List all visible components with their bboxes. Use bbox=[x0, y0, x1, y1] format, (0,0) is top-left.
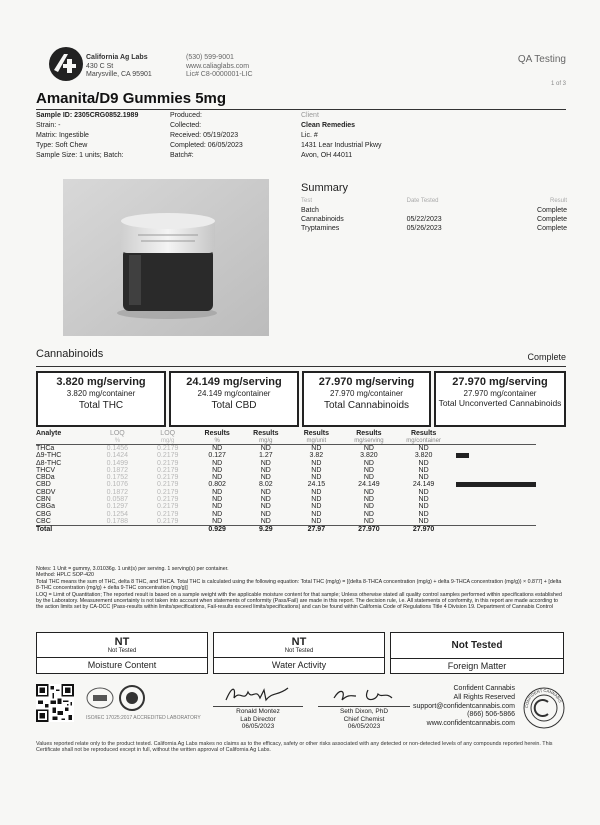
total-thc-label: Total THC bbox=[78, 400, 124, 411]
lab-name: California Ag Labs bbox=[86, 54, 148, 61]
total-unit: 27.97 bbox=[290, 526, 342, 534]
loq-mgg: 0.2179 bbox=[156, 488, 179, 496]
date-collected: Collected: bbox=[170, 122, 202, 129]
loq-pct: 0.1297 bbox=[106, 503, 129, 511]
summary-date: 05/26/2023 bbox=[406, 225, 442, 232]
result-unit: ND bbox=[311, 503, 322, 511]
signature-lab-director bbox=[213, 684, 303, 731]
cannabinoid-rows bbox=[36, 445, 536, 526]
notes-section bbox=[36, 566, 566, 611]
total-cbd-box bbox=[169, 371, 299, 427]
result-pct: ND bbox=[212, 496, 223, 504]
result-container: ND bbox=[418, 496, 429, 504]
lab-director-date: 06/05/2023 bbox=[241, 723, 275, 730]
summary-result: Complete bbox=[537, 207, 567, 214]
loq-mgg: 0.2179 bbox=[156, 503, 179, 511]
result-unit: ND bbox=[311, 517, 322, 525]
unit-loq-mgg: mg/g bbox=[143, 438, 193, 445]
date-completed: Completed: 06/05/2023 bbox=[170, 142, 243, 149]
result-bar-cell bbox=[452, 518, 536, 526]
result-container: ND bbox=[418, 503, 429, 511]
loq-mgg: 0.2179 bbox=[156, 474, 179, 482]
loq-mgg: 0.2179 bbox=[156, 510, 179, 518]
cannabinoids-title: Cannabinoids bbox=[36, 348, 104, 360]
total-thc-container: 3.820 mg/container bbox=[66, 389, 136, 398]
lab-phone: (530) 599-9001 bbox=[186, 54, 234, 61]
result-serving: ND bbox=[363, 488, 374, 496]
result-unit: ND bbox=[311, 466, 322, 474]
analyte-name: THCa bbox=[36, 445, 55, 452]
result-pct: ND bbox=[212, 517, 223, 525]
summary-table bbox=[301, 198, 567, 233]
moisture-label: Moisture Content bbox=[37, 657, 207, 670]
loq-pct: 0.1499 bbox=[106, 459, 129, 467]
summary-result: Complete bbox=[537, 225, 567, 232]
result-unit: ND bbox=[311, 474, 322, 482]
total-unconverted-serving: 27.970 mg/serving bbox=[452, 376, 548, 388]
analyte-row bbox=[36, 511, 536, 518]
result-mgg: ND bbox=[260, 510, 271, 518]
result-bar-cell bbox=[452, 503, 536, 510]
analyte-name: Δ9-THC bbox=[36, 452, 62, 460]
svg-text:CONFIDENT CANNABIS bbox=[524, 688, 563, 708]
analyte-name: THCV bbox=[36, 466, 56, 474]
summary-header-date: Date Tested bbox=[406, 198, 439, 204]
loq-mgg: 0.2179 bbox=[156, 466, 179, 474]
analyte-name: Δ8-THC bbox=[36, 459, 62, 467]
result-container: ND bbox=[418, 459, 429, 467]
col-results-container: Results bbox=[410, 430, 437, 437]
client-address-line2: Avon, OH 44011 bbox=[301, 152, 353, 159]
total-thc-box bbox=[36, 371, 166, 427]
chief-chemist-date: 06/05/2023 bbox=[347, 723, 381, 730]
result-unit: ND bbox=[311, 459, 322, 467]
result-pct: ND bbox=[212, 445, 223, 452]
analyte-row bbox=[36, 489, 536, 496]
chief-chemist-name: Seth Dixon, PhD bbox=[318, 706, 410, 716]
result-pct: 0.802 bbox=[208, 481, 226, 489]
result-container: ND bbox=[418, 445, 429, 452]
water-activity-sub: Not Tested bbox=[284, 648, 314, 654]
result-unit: 24.15 bbox=[307, 481, 326, 489]
analyte-row bbox=[36, 467, 536, 474]
chief-chemist-role: Chief Chemist bbox=[343, 715, 385, 723]
total-unconverted-label: Total Unconverted Cannabinoids bbox=[438, 398, 562, 408]
note-units: Notes: 1 Unit = gummy, 3.01036g. 1 unit(s) per serving. 1 serving(s) per container. bbox=[36, 566, 229, 572]
result-pct: ND bbox=[212, 474, 223, 482]
result-serving: ND bbox=[363, 510, 374, 518]
unit-results-unit: mg/unit bbox=[290, 438, 342, 445]
date-received: Received: 05/19/2023 bbox=[170, 132, 239, 139]
result-bar-cell bbox=[452, 467, 536, 474]
loq-mgg: 0.2179 bbox=[156, 452, 179, 460]
summary-header-result: Result bbox=[549, 198, 567, 204]
result-pct: ND bbox=[212, 510, 223, 518]
result-pct: ND bbox=[212, 488, 223, 496]
result-container: ND bbox=[418, 510, 429, 518]
result-container: 24.149 bbox=[412, 481, 435, 489]
qr-code[interactable] bbox=[36, 684, 74, 722]
col-results-mgg: Results bbox=[253, 430, 279, 437]
result-serving: ND bbox=[363, 517, 374, 525]
loq-pct: 0.0587 bbox=[106, 496, 129, 504]
client-label: Client bbox=[301, 112, 319, 119]
confident-cannabis-seal bbox=[522, 686, 566, 730]
analyte-row bbox=[36, 496, 536, 503]
loq-mgg: 0.2179 bbox=[156, 445, 179, 452]
total-cannabinoids-box bbox=[302, 371, 431, 427]
loq-mgg: 0.2179 bbox=[156, 459, 179, 467]
analyte-row bbox=[36, 481, 536, 488]
summary-test: Batch bbox=[301, 207, 319, 214]
foreign-matter-label: Foreign Matter bbox=[391, 658, 563, 671]
loq-pct: 0.1872 bbox=[106, 466, 129, 474]
result-pct: ND bbox=[212, 466, 223, 474]
result-mgg: 1.27 bbox=[259, 452, 273, 460]
unit-results-mgg: mg/g bbox=[242, 438, 291, 445]
result-serving: 3.820 bbox=[360, 452, 378, 460]
total-cannabinoids-label: Total Cannabinoids bbox=[323, 400, 410, 411]
result-mgg: ND bbox=[260, 459, 271, 467]
cannabinoid-table bbox=[36, 430, 536, 534]
lab-director-role: Lab Director bbox=[240, 715, 276, 723]
summary-title: Summary bbox=[301, 182, 349, 194]
unit-results-serving: mg/serving bbox=[343, 438, 396, 445]
lab-address-line1: 430 C St bbox=[86, 62, 114, 70]
moisture-status: NT bbox=[114, 636, 130, 648]
product-title: Amanita/D9 Gummies 5mg bbox=[36, 90, 227, 107]
col-results-pct: Results bbox=[204, 430, 230, 437]
analyte-row bbox=[36, 460, 536, 467]
unit-loq-pct: % bbox=[92, 438, 142, 445]
result-bar-cell bbox=[452, 496, 536, 503]
cc-rights: All Rights Reserved bbox=[453, 693, 515, 701]
result-serving: ND bbox=[363, 474, 374, 482]
loq-mgg: 0.2179 bbox=[156, 517, 179, 525]
water-activity-box bbox=[213, 632, 385, 674]
water-activity-status: NT bbox=[291, 636, 307, 648]
summary-result: Complete bbox=[537, 216, 567, 223]
water-activity-label: Water Activity bbox=[214, 657, 384, 670]
total-pct: 0.929 bbox=[193, 526, 242, 534]
result-container: ND bbox=[418, 517, 429, 525]
total-cannabinoids-serving: 27.970 mg/serving bbox=[318, 376, 415, 388]
total-thc-serving: 3.820 mg/serving bbox=[56, 376, 146, 388]
result-serving: ND bbox=[363, 459, 374, 467]
summary-date: 05/22/2023 bbox=[406, 216, 442, 223]
loq-pct: 0.1872 bbox=[106, 488, 129, 496]
confident-cannabis-info bbox=[413, 685, 515, 729]
analyte-name: CBG bbox=[36, 510, 52, 518]
result-container: 3.820 bbox=[414, 452, 433, 460]
total-cbd-serving: 24.149 mg/serving bbox=[186, 376, 282, 388]
unit-results-pct: % bbox=[193, 438, 242, 445]
analyte-row bbox=[36, 503, 536, 510]
total-unconverted-box bbox=[434, 371, 566, 427]
summary-header-test: Test bbox=[301, 198, 313, 204]
lab-director-name: Ronald Montez bbox=[213, 706, 303, 716]
cc-website[interactable]: www.confidentcannabis.com bbox=[426, 720, 515, 728]
sample-size: Sample Size: 1 units; Batch: bbox=[36, 152, 124, 159]
col-analyte: Analyte bbox=[36, 430, 62, 437]
sample-type: Type: Soft Chew bbox=[36, 142, 88, 149]
client-license: Lic. # bbox=[301, 132, 318, 139]
unit-results-container: mg/container bbox=[395, 438, 452, 445]
sample-strain: Strain: - bbox=[36, 122, 61, 129]
note-loq: LOQ = Limit of Quantitation; The reported result is based on a sample weight with the applicable moisture content for that sample; Unless otherwise stated all quality control samples performed within specifications established by the Laboratory. Measurement uncertainty is not taken into account when statements of conformity (Pass/Fail) are made in this report. The decision rule, i.e. All statements of conformity, in this report are made according to the action limits set by CA-DCC (Pass-results within limits/specifications, Fail-results exceed limits/specifications) and can be found within California Code of Regulations Title 4 Division 19. Department of Cannabis Control bbox=[36, 591, 562, 611]
client-name: Clean Remedies bbox=[301, 122, 356, 129]
col-results-unit: Results bbox=[303, 430, 329, 437]
loq-pct: 0.1254 bbox=[106, 510, 129, 518]
result-serving: ND bbox=[363, 496, 374, 504]
loq-pct: 0.1424 bbox=[106, 452, 129, 460]
result-serving: 24.149 bbox=[358, 481, 380, 489]
result-unit: ND bbox=[311, 488, 322, 496]
date-produced: Produced: bbox=[170, 112, 202, 119]
foreign-matter-box bbox=[390, 632, 564, 674]
lab-website: www.caliaglabs.com bbox=[186, 62, 250, 70]
product-photo bbox=[63, 179, 269, 336]
signature-mark bbox=[324, 684, 404, 706]
loq-pct: 0.1752 bbox=[106, 474, 129, 482]
cc-email[interactable]: support@confidentcannabis.com bbox=[412, 702, 515, 710]
signature-chief-chemist bbox=[318, 684, 410, 731]
total-row bbox=[36, 526, 536, 534]
accreditation-badge bbox=[86, 687, 114, 709]
analyte-name: CBD bbox=[36, 481, 51, 489]
sample-dates bbox=[170, 111, 243, 161]
result-bar-cell bbox=[452, 474, 536, 481]
result-pct: 0.127 bbox=[208, 452, 226, 460]
jar-image bbox=[63, 179, 269, 336]
foreign-matter-status: Not Tested bbox=[451, 640, 503, 651]
result-container: ND bbox=[418, 488, 429, 496]
result-unit: ND bbox=[311, 510, 322, 518]
lab-contact bbox=[186, 54, 253, 80]
loq-pct: 0.1456 bbox=[106, 445, 129, 452]
client-info bbox=[301, 111, 382, 161]
result-mgg: ND bbox=[260, 466, 271, 474]
result-mgg: ND bbox=[260, 496, 271, 504]
moisture-sub: Not Tested bbox=[107, 648, 137, 654]
result-unit: 3.82 bbox=[309, 452, 324, 460]
result-bar-cell bbox=[452, 481, 536, 488]
result-mgg: ND bbox=[260, 503, 271, 511]
result-bar-cell bbox=[452, 489, 536, 496]
loq-mgg: 0.2179 bbox=[156, 481, 179, 489]
total-cbd-label: Total CBD bbox=[211, 400, 257, 411]
analyte-name: CBGa bbox=[36, 503, 56, 511]
loq-mgg: 0.2179 bbox=[156, 496, 179, 504]
result-bar bbox=[456, 453, 469, 458]
summary-row bbox=[301, 224, 567, 233]
summary-date bbox=[407, 206, 493, 215]
page-number: 1 of 3 bbox=[550, 81, 566, 87]
result-pct: ND bbox=[212, 503, 223, 511]
summary-row bbox=[301, 215, 567, 224]
result-bar bbox=[456, 482, 536, 487]
accreditation-text: ISO/IEC 17025:2017 ACCREDITED LABORATORY bbox=[86, 715, 201, 721]
title-divider bbox=[36, 109, 566, 110]
sample-id: Sample ID: 2305CRG0852.1989 bbox=[36, 112, 139, 119]
result-unit: ND bbox=[311, 496, 322, 504]
result-bar-cell bbox=[452, 460, 536, 467]
disclaimer: Values reported relate only to the product tested. California Ag Labs makes no claims as to the efficacy, safety or other risks associated with any detected or non-detected levels of any compounds reported herein. This Certificate shall not be reproduced except in full, without the written approval of California Ag Labs. bbox=[36, 741, 553, 754]
sample-matrix: Matrix: Ingestible bbox=[36, 132, 89, 139]
result-mgg: ND bbox=[260, 488, 271, 496]
lab-address bbox=[86, 54, 152, 80]
total-cbd-container: 24.149 mg/container bbox=[197, 389, 271, 398]
result-bar-cell bbox=[452, 511, 536, 518]
col-loq-pct: LOQ bbox=[109, 430, 125, 437]
total-analyte: Total bbox=[36, 526, 92, 534]
cc-phone: (866) 506-5866 bbox=[467, 711, 515, 719]
result-mgg: 8.02 bbox=[259, 481, 273, 489]
result-pct: ND bbox=[212, 459, 223, 467]
total-cannabinoids-container: 27.970 mg/container bbox=[330, 389, 403, 398]
cc-name: Confident Cannabis bbox=[453, 685, 515, 692]
total-serving: 27.970 bbox=[343, 526, 396, 534]
result-unit: ND bbox=[311, 445, 322, 452]
summary-test: Tryptamines bbox=[301, 225, 340, 232]
qa-testing-label: QA Testing bbox=[517, 54, 566, 65]
result-mgg: ND bbox=[260, 474, 271, 482]
total-container: 27.970 bbox=[395, 526, 452, 534]
col-results-serving: Results bbox=[356, 430, 382, 437]
result-serving: ND bbox=[363, 466, 374, 474]
analyte-name: CBC bbox=[36, 517, 51, 525]
result-container: ND bbox=[418, 466, 429, 474]
sample-info bbox=[36, 111, 138, 161]
cannabinoids-status: Complete bbox=[527, 352, 566, 362]
col-loq-mgg: LOQ bbox=[160, 430, 176, 437]
analyte-name: CBDa bbox=[36, 474, 55, 482]
analyte-row bbox=[36, 518, 536, 526]
analyte-row bbox=[36, 474, 536, 481]
lab-logo bbox=[48, 46, 84, 82]
note-method: Method: HPLC SOP-420 bbox=[36, 572, 94, 579]
total-unconverted-container: 27.970 mg/container bbox=[463, 389, 537, 398]
iso-seal bbox=[117, 684, 147, 712]
result-bar-cell bbox=[452, 445, 536, 453]
analyte-row bbox=[36, 445, 536, 453]
signature-mark bbox=[218, 684, 298, 706]
summary-test: Cannabinoids bbox=[301, 216, 344, 223]
loq-pct: 0.1076 bbox=[106, 481, 129, 489]
total-mgg: 9.29 bbox=[242, 526, 291, 534]
seal-text: CONFIDENT CANNABIS bbox=[523, 687, 563, 709]
moisture-content-box bbox=[36, 632, 208, 674]
analyte-row bbox=[36, 452, 536, 459]
lab-license: Lic# C8-0000001-LIC bbox=[186, 71, 253, 78]
result-serving: ND bbox=[363, 503, 374, 511]
result-container: ND bbox=[418, 474, 429, 482]
cannabinoids-divider bbox=[36, 366, 566, 367]
result-serving: ND bbox=[363, 445, 374, 452]
result-mgg: ND bbox=[260, 517, 271, 525]
result-mgg: ND bbox=[260, 445, 271, 452]
summary-row bbox=[301, 206, 567, 215]
analyte-name: CBN bbox=[36, 496, 51, 504]
result-bar-cell bbox=[452, 452, 536, 459]
loq-pct: 0.1788 bbox=[106, 517, 129, 525]
note-total-thc: Total THC means the sum of THC, delta 8 THC, and THCA. Total THC is calculated using the following equation: Total THC (mg/g) = [(delta 8-THCA concentration (mg/g) + delta 9-THCA concentration (mg/g)) × 0.877] + [delta 8-THC concentration (mg/g) + delta 9-THC concentration (mg/g)] bbox=[36, 578, 562, 592]
batch-number: Batch#: bbox=[170, 152, 194, 159]
client-address-line1: 1431 Lear Industrial Pkwy bbox=[301, 142, 382, 149]
lab-address-line2: Marysville, CA 95901 bbox=[86, 71, 152, 78]
analyte-name: CBDV bbox=[36, 488, 56, 496]
